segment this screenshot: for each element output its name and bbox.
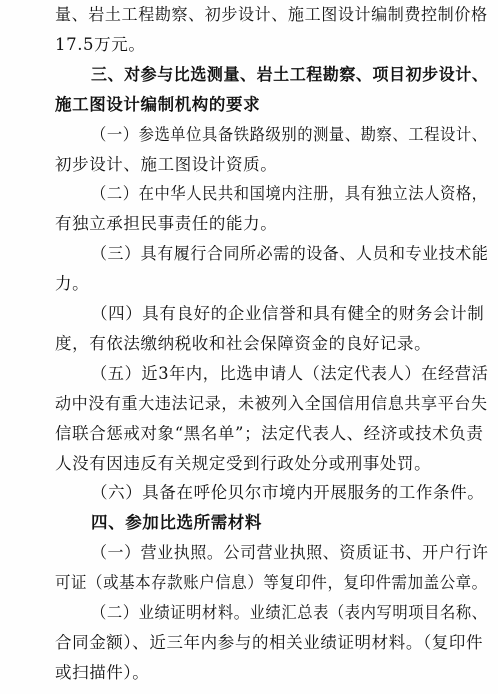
text-line-1: 量、岩土工程勘察、初步设计、施工图设计编制费控制价格 (55, 5, 488, 24)
text-line-5: （一）参选单位具备铁路级别的测量、勘察、工程设计、 (91, 124, 488, 144)
text-line-2: 17.5万元。 (55, 34, 146, 54)
text-line-13: （五）近3年内，比选申请人（法定代表人）在经营活 (91, 363, 489, 383)
section-heading-3-line-1: 三、对参与比选测量、岩土工程勘察、项目初步设计、 (91, 64, 489, 84)
text-line-16: 人没有因违反有关规定受到行政处分或刑事处罚。 (55, 453, 432, 473)
text-line-12: 度，有依法缴纳税收和社会保障资金的良好记录。 (55, 333, 432, 353)
text-line-6: 初步设计、施工图设计资质。 (55, 154, 278, 174)
text-line-15: 信联合惩戒对象“黑名单”；法定代表人、经济或技术负责 (55, 423, 484, 443)
section-heading-4: 四、参加比选所需材料 (91, 513, 262, 533)
text-line-8: 有独立承担民事责任的能力。 (55, 214, 278, 234)
text-line-22: 合同金额）、近三年内参与的相关业绩证明材料。（复印件 (55, 632, 484, 652)
text-line-23: 或扫描件）。 (55, 662, 150, 682)
text-line-17: （六）具备在呼伦贝尔市境内开展服务的工作条件。 (91, 483, 485, 503)
text-line-20: 可证（或基本存款账户信息）等复印件，复印件需加盖公章。 (55, 573, 488, 593)
section-heading-3-line-2: 施工图设计编制机构的要求 (55, 94, 261, 114)
text-line-9: （三）具有履行合同所必需的设备、人员和专业技术能 (91, 244, 489, 264)
text-line-19: （一）营业执照。公司营业执照、资质证书、开户行许 (91, 543, 489, 563)
text-line-11: （四）具有良好的企业信誉和具有健全的财务会计制 (91, 304, 485, 323)
text-line-14: 动中没有重大违法记录，未被列入全国信用信息共享平台失 (55, 393, 488, 413)
text-line-21: （二）业绩证明材料。业绩汇总表（表内写明项目名称、 (91, 603, 488, 622)
text-line-10: 力。 (55, 274, 90, 294)
text-line-7: （二）在中华人民共和国境内注册，具有独立法人资格， (91, 184, 488, 204)
